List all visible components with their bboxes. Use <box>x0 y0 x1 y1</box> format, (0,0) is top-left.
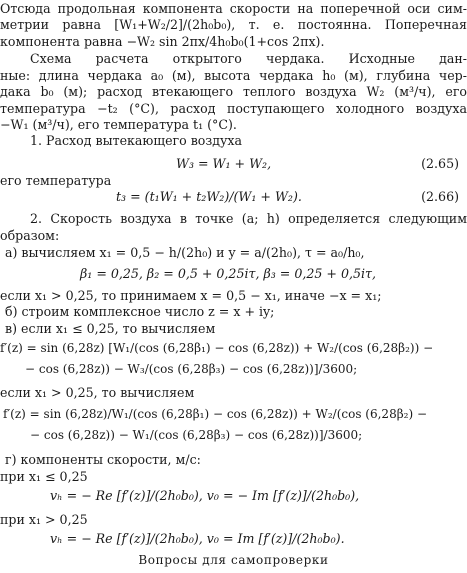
velocity-formula-2: vₕ = − Re [f′(z)]/(2h₀b₀), v₀ = Im [f′(z)]/(2h₀b₀). <box>50 531 345 546</box>
text-line: ные: длина чердака a₀ (м), высота чердака h₀ (м), глубина чер- <box>0 68 467 83</box>
step-1-label: 1. Расход вытекающего воздуха <box>30 133 243 148</box>
equation-2-66: t₃ = (t₁W₁ + t₂W₂)/(W₁ + W₂). <box>116 189 302 204</box>
formula-line: f′(z) = sin (6,28z)/W₁/(cos (6,28β₁) − cos (6,28z)) + W₂/(cos (6,28β₂) − <box>3 407 427 421</box>
step-2g: г) компоненты скорости, м/с: <box>5 452 201 467</box>
formula-line: − cos (6,28z)) − W₃/(cos (6,28β₃) − cos (6,28z))]/3600; <box>25 362 358 376</box>
text-line: температура −t₂ (°C), расход поступающего холодного воздуха <box>0 101 467 116</box>
text-line: 2. Скорость воздуха в точке (a; h) определяется следующим <box>30 211 467 226</box>
text-line: дака b₀ (м); расход втекающего теплого воздуха W₂ (м³/ч), его <box>0 84 467 99</box>
step-2b: б) строим комплексное число z = x + iy; <box>5 304 275 319</box>
equation-number: (2.66) <box>421 189 459 204</box>
temperature-label: его температура <box>0 173 112 188</box>
text-line: компонента равна −W₂ sin 2πx/4h₀b₀(1+cos 2πx). <box>0 34 325 49</box>
text-line: образом: <box>0 228 60 243</box>
equation-number: (2.65) <box>421 156 459 171</box>
text-line: Схема расчета открытого чердака. Исходные дан- <box>30 51 467 66</box>
section-heading: Вопросы для самопроверки <box>138 553 329 567</box>
step-2a: а) вычисляем x₁ = 0,5 − h/(2h₀) и y = a/(2h₀), τ = a₀/h₀, <box>5 245 365 260</box>
beta-values: β₁ = 0,25, β₂ = 0,5 + 0,25iτ, β₃ = 0,25 + 0,5iτ, <box>80 266 376 281</box>
case-2-label: при x₁ > 0,25 <box>0 512 88 527</box>
formula-line: − cos (6,28z)) − W₁/(cos (6,28β₃) − cos (6,28z))]/3600; <box>30 428 363 442</box>
text-line: метрии равна [W₁+W₂/2]/(2h₀b₀), т. е. постоянна. Поперечная <box>0 17 467 32</box>
condition-line: если x₁ > 0,25, то вычисляем <box>0 385 195 400</box>
step-2c: в) если x₁ ≤ 0,25, то вычисляем <box>5 321 216 336</box>
equation-2-65: W₃ = W₁ + W₂, <box>176 156 272 171</box>
case-1-label: при x₁ ≤ 0,25 <box>0 469 88 484</box>
formula-line: f′(z) = sin (6,28z) [W₁/(cos (6,28β₁) − cos (6,28z)) + W₂/(cos (6,28β₂)) − <box>0 341 434 355</box>
velocity-formula-1: vₕ = − Re [f′(z)]/(2h₀b₀), v₀ = − Im [f′(z)]/(2h₀b₀), <box>50 488 360 503</box>
text-line: −W₁ (м³/ч), его температура t₁ (°C). <box>0 117 237 132</box>
condition-line: если x₁ > 0,25, то принимаем x = 0,5 − x₁, иначе −x = x₁; <box>0 288 382 303</box>
text-line: Отсюда продольная компонента скорости на поперечной оси сим- <box>0 1 467 16</box>
